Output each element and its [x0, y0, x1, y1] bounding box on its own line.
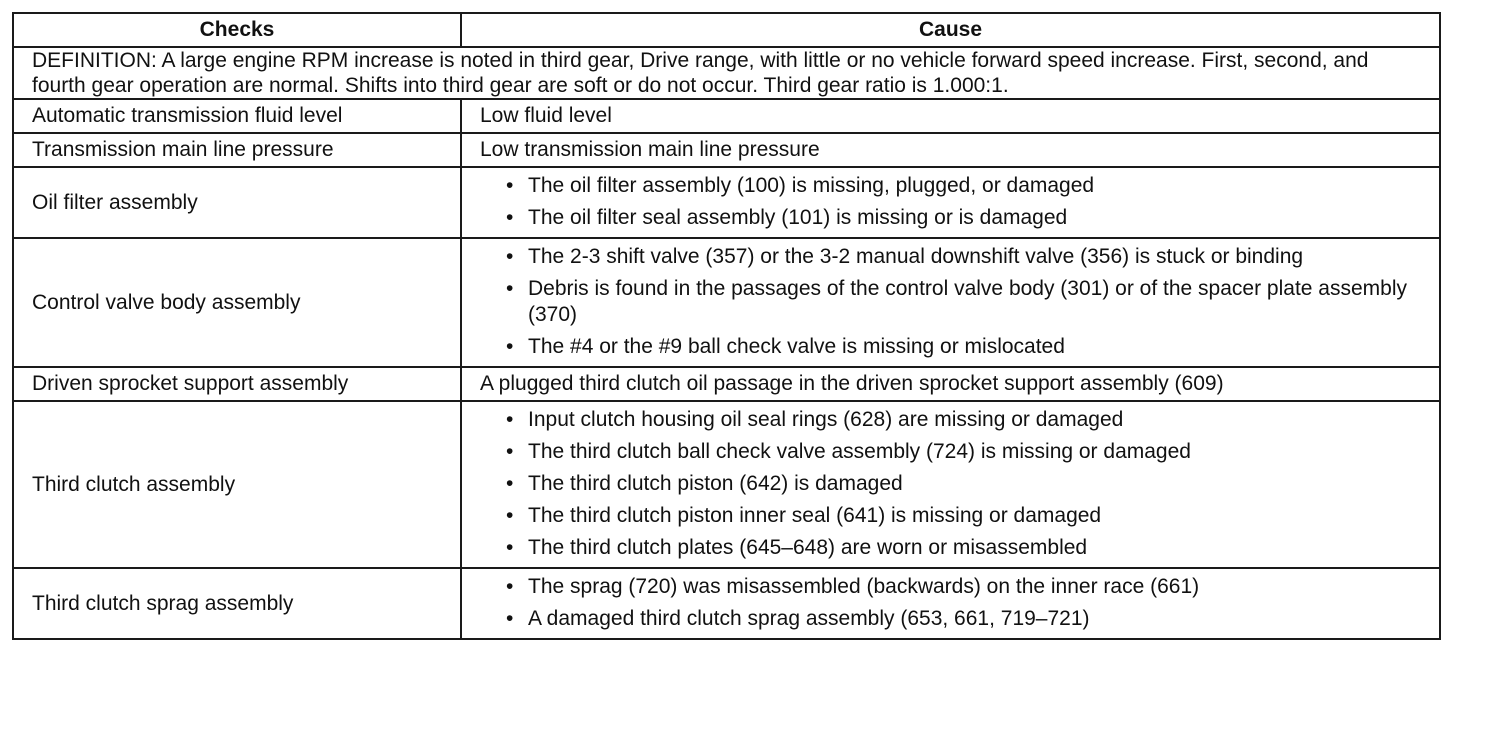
header-row	[13, 13, 1440, 47]
cause-item: • The oil filter seal assembly (101) is missing or is damaged	[480, 205, 1427, 231]
cause-item: • The #4 or the #9 ball check valve is missing or mislocated	[480, 334, 1427, 360]
cause-item: • The oil filter assembly (100) is missing, plugged, or damaged	[480, 173, 1427, 199]
cause-cell	[461, 568, 1440, 639]
table-row	[13, 238, 1440, 367]
cause-cell: A plugged third clutch oil passage in the driven sprocket support assembly (609)	[461, 367, 1440, 401]
cause-item: • A damaged third clutch sprag assembly (653, 661, 719–721)	[480, 606, 1427, 632]
definition-text: DEFINITION: A large engine RPM increase is noted in third gear, Drive range, with little or no vehicle forward speed increase. First, second, and fourth gear operation are normal. Shifts into third gear are soft or do not occur. Third gear ratio is 1.000:1.	[13, 47, 1440, 99]
cause-list	[480, 244, 1427, 360]
cause-item: • The third clutch plates (645–648) are worn or misassembled	[480, 535, 1427, 561]
check-cell: Third clutch sprag assembly	[13, 568, 461, 639]
definition-row	[13, 47, 1440, 99]
cause-item: • Debris is found in the passages of the control valve body (301) or of the spacer plate assembly (370)	[480, 276, 1427, 328]
cause-cell	[461, 401, 1440, 568]
table-row	[13, 133, 1440, 167]
cause-item: • The third clutch piston inner seal (641) is missing or damaged	[480, 503, 1427, 529]
check-cell: Driven sprocket support assembly	[13, 367, 461, 401]
cause-item: • The 2-3 shift valve (357) or the 3-2 manual downshift valve (356) is stuck or binding	[480, 244, 1427, 270]
table-row	[13, 99, 1440, 133]
table-row	[13, 367, 1440, 401]
cause-item: • The third clutch piston (642) is damaged	[480, 471, 1427, 497]
check-cell: Oil filter assembly	[13, 167, 461, 238]
cause-cell: Low transmission main line pressure	[461, 133, 1440, 167]
table-row	[13, 568, 1440, 639]
cause-item: • Input clutch housing oil seal rings (628) are missing or damaged	[480, 407, 1427, 433]
cause-cell	[461, 238, 1440, 367]
cause-item: • The sprag (720) was misassembled (backwards) on the inner race (661)	[480, 574, 1427, 600]
check-cell: Automatic transmission fluid level	[13, 99, 461, 133]
cause-list	[480, 407, 1427, 561]
checks-header: Checks	[13, 13, 461, 47]
cause-cell	[461, 167, 1440, 238]
cause-list	[480, 173, 1427, 231]
cause-list	[480, 574, 1427, 632]
table-row	[13, 401, 1440, 568]
diagnosis-table	[12, 12, 1441, 640]
cause-cell: Low fluid level	[461, 99, 1440, 133]
table-row	[13, 167, 1440, 238]
check-cell: Transmission main line pressure	[13, 133, 461, 167]
cause-header: Cause	[461, 13, 1440, 47]
cause-item: • The third clutch ball check valve assembly (724) is missing or damaged	[480, 439, 1427, 465]
check-cell: Third clutch assembly	[13, 401, 461, 568]
check-cell: Control valve body assembly	[13, 238, 461, 367]
